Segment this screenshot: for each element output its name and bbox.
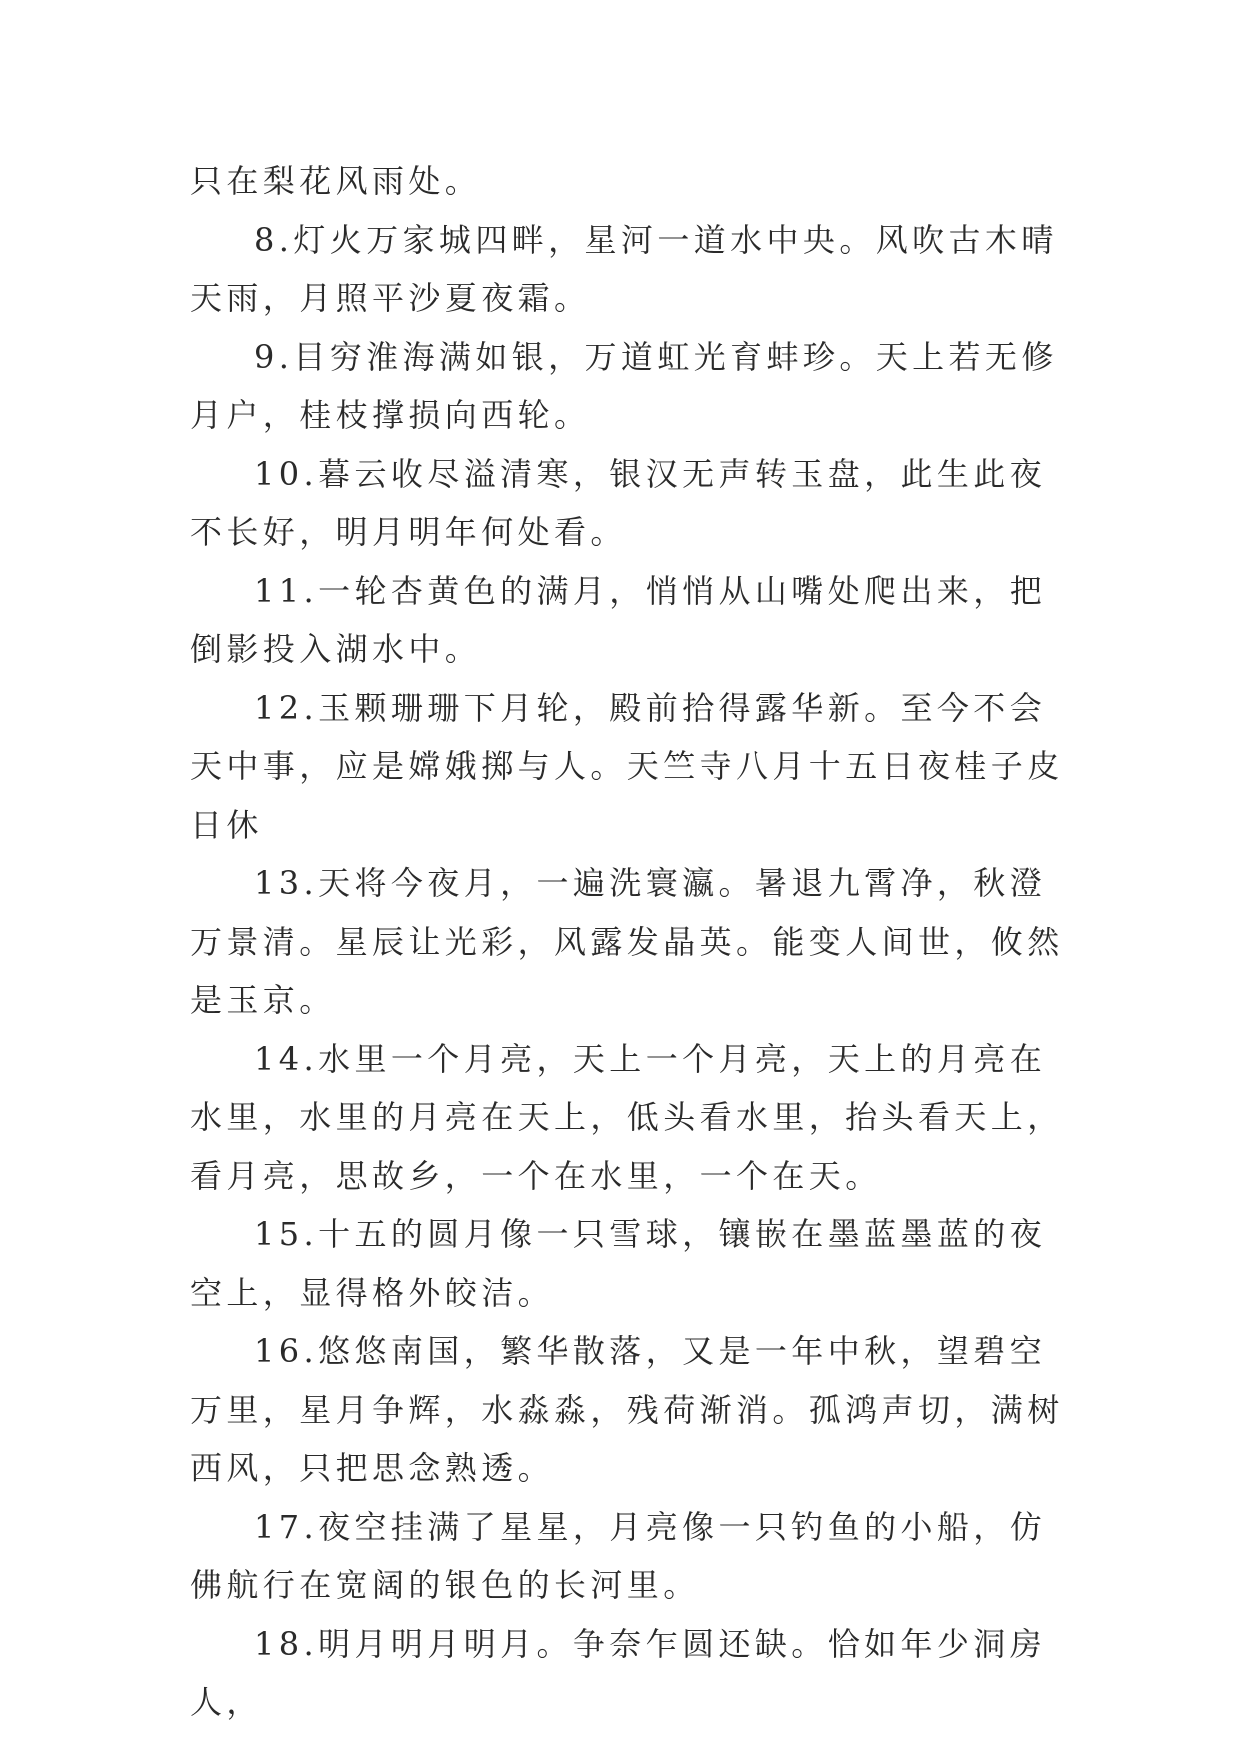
paragraph-item-17: 17.夜空挂满了星星，月亮像一只钓鱼的小船，仿佛航行在宽阔的银色的长河里。 xyxy=(190,1507,1047,1604)
paragraph-item-9: 9.目穷淮海满如银，万道虹光育蚌珍。天上若无修月户，桂枝撑损向西轮。 xyxy=(190,337,1058,434)
paragraph-item-8: 8.灯火万家城四畔，星河一道水中央。风吹古木晴天雨，月照平沙夏夜霜。 xyxy=(190,220,1058,317)
paragraph-item-18: 18.明月明月明月。争奈乍圆还缺。恰如年少洞房人， xyxy=(190,1624,1047,1721)
paragraph-item-11: 11.一轮杏黄色的满月，悄悄从山嘴处爬出来，把倒影投入湖水中。 xyxy=(190,571,1047,668)
paragraph-item-12: 12.玉颗珊珊下月轮，殿前拾得露华新。至今不会天中事，应是嫦娥掷与人。天竺寺八月十五日夜桂子皮日休 xyxy=(190,688,1064,844)
paragraph-item-15: 15.十五的圆月像一只雪球，镶嵌在墨蓝墨蓝的夜空上，显得格外皎洁。 xyxy=(190,1215,1047,1312)
paragraph-item-14: 14.水里一个月亮，天上一个月亮，天上的月亮在水里，水里的月亮在天上，低头看水里，抬头看天上，看月亮，思故乡，一个在水里，一个在天。 xyxy=(190,1039,1064,1195)
paragraph-item-16: 16.悠悠南国，繁华散落，又是一年中秋，望碧空万里，星月争辉，水淼淼，残荷渐消。孤鸿声切，满树西风，只把思念熟透。 xyxy=(190,1332,1064,1487)
paragraph-continuation: 只在梨花风雨处。 xyxy=(190,162,482,200)
document-body xyxy=(190,152,1070,1732)
paragraph-item-13: 13.天将今夜月，一遍洗寰瀛。暑退九霄净，秋澄万景清。星辰让光彩，风露发晶英。能变人间世，攸然是玉京。 xyxy=(190,864,1064,1019)
paragraph-item-10: 10.暮云收尽溢清寒，银汉无声转玉盘，此生此夜不长好，明月明年何处看。 xyxy=(190,454,1047,551)
